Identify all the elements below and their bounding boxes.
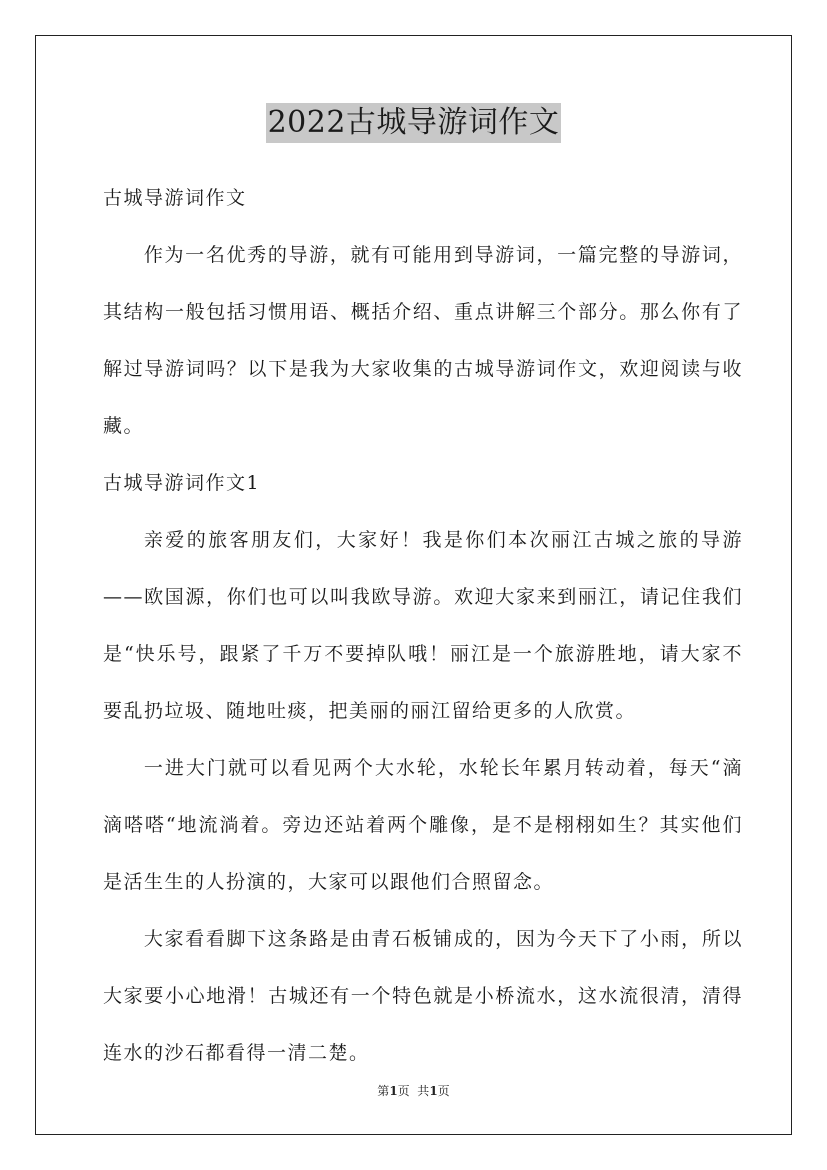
page-total: 1 bbox=[429, 1084, 438, 1098]
page-label-mid: 页 共 bbox=[397, 1084, 430, 1098]
document-body bbox=[103, 170, 743, 1082]
paragraph: 一进大门就可以看见两个大水轮，水轮长年累月转动着，每天“滴滴嗒嗒“地流淌着。旁边还站着两个雕像，是不是栩栩如生？其实他们是活生生的人扮演的，大家可以跟他们合照留念。 bbox=[103, 757, 743, 893]
paragraph: 古城导游词作文 bbox=[103, 187, 247, 209]
paragraph: 作为一名优秀的导游，就有可能用到导游词，一篇完整的导游词，其结构一般包括习惯用语、概括介绍、重点讲解三个部分。那么你有了解过导游词吗？以下是我为大家收集的古城导游词作文，欢迎阅读与收藏。 bbox=[103, 244, 743, 437]
paragraph: 大家看看脚下这条路是由青石板铺成的，因为今天下了小雨，所以大家要小心地滑！古城还有一个特色就是小桥流水，这水流很清，清得连水的沙石都看得一清二楚。 bbox=[103, 928, 743, 1064]
page-footer bbox=[0, 1082, 827, 1100]
document-title: 2022古城导游词作文 bbox=[266, 103, 562, 143]
page-label-prefix: 第 bbox=[377, 1084, 390, 1098]
paragraph: 古城导游词作文1 bbox=[103, 472, 261, 494]
title-container bbox=[0, 103, 827, 143]
paragraph: 亲爱的旅客朋友们，大家好！我是你们本次丽江古城之旅的导游——欧国源，你们也可以叫我欧导游。欢迎大家来到丽江，请记住我们是“快乐号，跟紧了千万不要掉队哦！丽江是一个旅游胜地，请大家不要乱扔垃圾、随地吐痰，把美丽的丽江留给更多的人欣赏。 bbox=[103, 529, 743, 722]
page-label-suffix: 页 bbox=[437, 1084, 450, 1098]
page-current: 1 bbox=[389, 1084, 398, 1098]
